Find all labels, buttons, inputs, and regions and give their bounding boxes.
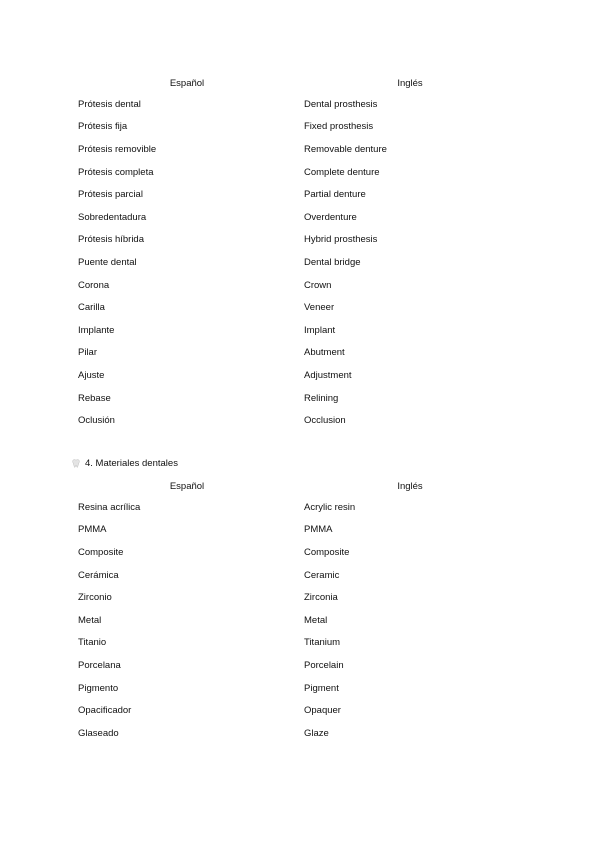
term-english: Acrylic resin xyxy=(304,501,356,513)
column-header-spanish: Español xyxy=(169,78,205,89)
section-heading-materials xyxy=(72,455,178,471)
term-english: Ceramic xyxy=(304,569,340,581)
table-row xyxy=(74,161,534,184)
table-row xyxy=(74,364,534,387)
term-spanish: Zirconio xyxy=(78,592,112,604)
term-spanish: Pigmento xyxy=(78,682,119,694)
term-english: Relining xyxy=(304,392,339,404)
table-row xyxy=(74,654,534,677)
section-title: 4. Materiales dentales xyxy=(85,457,178,469)
term-english: Pigment xyxy=(304,682,339,694)
term-english: Zirconia xyxy=(304,592,338,604)
term-spanish: Pilar xyxy=(78,347,98,359)
term-english: Fixed prosthesis xyxy=(304,121,374,133)
term-spanish: Prótesis dental xyxy=(78,98,141,110)
term-spanish: Composite xyxy=(78,546,124,558)
column-header-english: Inglés xyxy=(397,481,423,492)
term-english: Porcelain xyxy=(304,659,344,671)
table-row xyxy=(74,274,534,297)
term-spanish: Prótesis parcial xyxy=(78,189,143,201)
table-row xyxy=(74,541,534,564)
table-row xyxy=(74,409,534,432)
prosthesis-terms-table xyxy=(74,74,534,432)
term-english: Occlusion xyxy=(304,415,346,427)
term-english: Glaze xyxy=(304,727,329,739)
table-row xyxy=(74,93,534,116)
term-spanish: Glaseado xyxy=(78,727,119,739)
term-english: Dental prosthesis xyxy=(304,98,378,110)
table-row xyxy=(74,229,534,252)
term-spanish: Resina acrílica xyxy=(78,501,141,513)
table-header-row xyxy=(74,74,534,93)
table-row xyxy=(74,609,534,632)
term-english: Veneer xyxy=(304,302,335,314)
term-english: Titanium xyxy=(304,637,341,649)
table-row xyxy=(74,251,534,274)
term-english: Removable denture xyxy=(304,143,387,155)
tooth-icon xyxy=(72,459,80,468)
term-spanish: Implante xyxy=(78,324,115,336)
table-row xyxy=(74,183,534,206)
table-row xyxy=(74,138,534,161)
term-english: Adjustment xyxy=(304,369,352,381)
table-row xyxy=(74,722,534,745)
term-spanish: Prótesis híbrida xyxy=(78,234,145,246)
table-row xyxy=(74,319,534,342)
term-spanish: Prótesis removible xyxy=(78,143,157,155)
table-row xyxy=(74,116,534,139)
term-english: Dental bridge xyxy=(304,256,361,268)
term-english: Opaquer xyxy=(304,705,341,717)
materials-terms-table xyxy=(74,477,534,745)
term-english: Crown xyxy=(304,279,332,291)
term-spanish: Titanio xyxy=(78,637,107,649)
table-row xyxy=(74,564,534,587)
table-body xyxy=(74,93,534,432)
term-spanish: Oclusión xyxy=(78,415,115,427)
term-english: Overdenture xyxy=(304,211,357,223)
column-header-spanish: Español xyxy=(169,481,205,492)
table-header-row xyxy=(74,477,534,496)
table-row xyxy=(74,296,534,319)
term-spanish: Corona xyxy=(78,279,110,291)
table-row xyxy=(74,206,534,229)
table-row xyxy=(74,632,534,655)
column-header-english: Inglés xyxy=(397,78,423,89)
table-row xyxy=(74,586,534,609)
term-english: Metal xyxy=(304,614,328,626)
term-spanish: Ajuste xyxy=(78,369,105,381)
term-english: Complete denture xyxy=(304,166,380,178)
term-spanish: Prótesis fija xyxy=(78,121,128,133)
term-spanish: Rebase xyxy=(78,392,111,404)
term-english: Partial denture xyxy=(304,189,366,201)
table-row xyxy=(74,387,534,410)
table-row xyxy=(74,496,534,519)
table-row xyxy=(74,519,534,542)
term-english: PMMA xyxy=(304,524,333,536)
term-spanish: Metal xyxy=(78,614,102,626)
term-english: Implant xyxy=(304,324,336,336)
table-row xyxy=(74,677,534,700)
table-row xyxy=(74,342,534,365)
term-spanish: Opacificador xyxy=(78,705,132,717)
term-english: Composite xyxy=(304,546,350,558)
term-spanish: Prótesis completa xyxy=(78,166,154,178)
term-english: Hybrid prosthesis xyxy=(304,234,378,246)
table-row xyxy=(74,699,534,722)
term-spanish: Porcelana xyxy=(78,659,121,671)
term-spanish: Puente dental xyxy=(78,256,137,268)
term-spanish: Sobredentadura xyxy=(78,211,147,223)
term-spanish: Cerámica xyxy=(78,569,119,581)
table-body xyxy=(74,496,534,745)
term-english: Abutment xyxy=(304,347,345,359)
term-spanish: Carilla xyxy=(78,302,105,314)
term-spanish: PMMA xyxy=(78,524,107,536)
